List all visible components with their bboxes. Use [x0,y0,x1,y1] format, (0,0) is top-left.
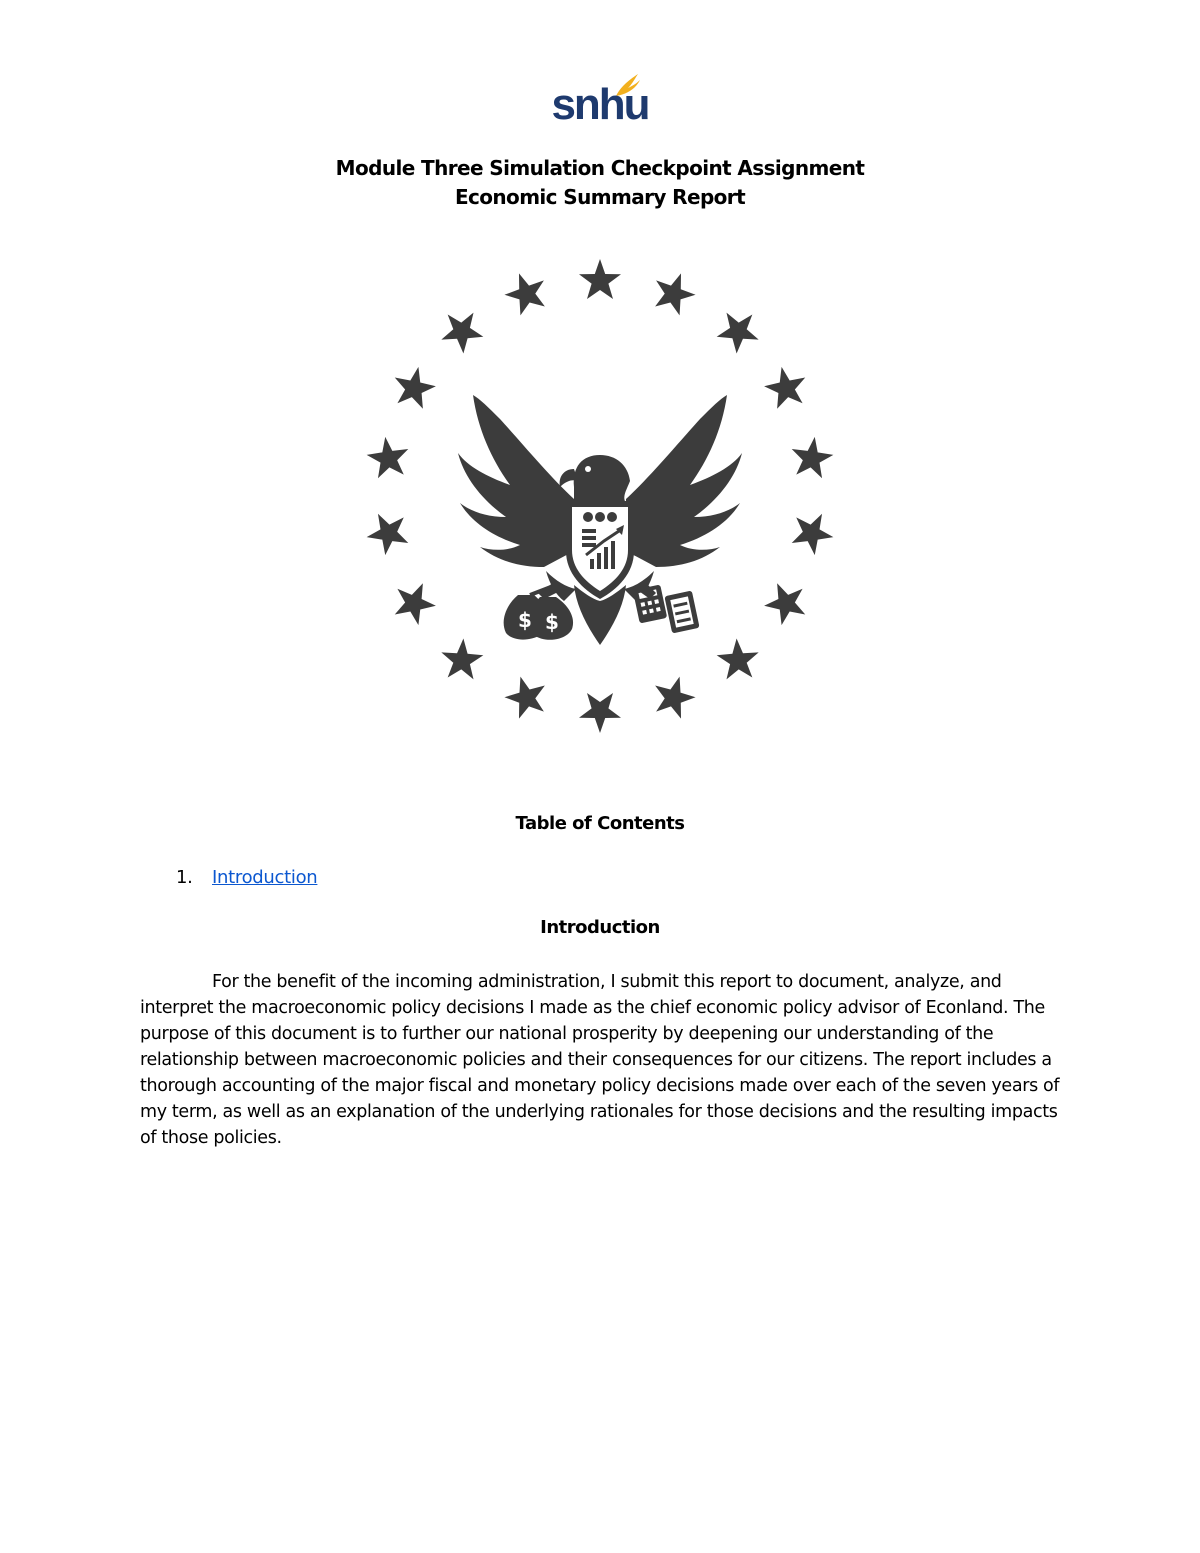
star-icon [711,633,769,691]
star-icon [432,301,490,359]
snhu-logo [540,68,660,138]
abacus-icon [664,591,699,634]
document-title: Module Three Simulation Checkpoint Assignment [335,156,865,180]
toc-item-introduction [176,867,317,888]
star-icon [579,259,621,299]
star-icon [432,633,490,691]
star-icon [760,576,816,632]
toc-item-number: 1. [176,867,193,888]
star-icon [363,509,410,557]
star-icon [648,674,701,726]
star-icon [790,509,837,557]
right-wing-icon [626,395,742,567]
star-icon [790,434,837,482]
introduction-paragraph: For the benefit of the incoming administration, I submit this report to document, analyze, and interpret the macroeconomic policy decisions I made as the chief economic policy advisor of Econland. The purpose of this document is to further our national prosperity by deepening our understanding of the relationship between macroeconomic policies and their consequences for our citizens. The report includes a thorough accounting of the major fiscal and monetary policy decisions made over each of the seven years of my term, as well as an explanation of the underlying rationales for those decisions and the resulting impacts of those policies. [140,972,1060,1148]
star-icon [760,359,816,415]
star-icon [711,301,769,359]
svg-text:$: $ [518,608,532,632]
left-wing-icon [458,395,574,567]
star-icon [579,693,621,733]
svg-text:$: $ [545,610,559,634]
star-icon [648,266,701,318]
star-icon [499,266,552,318]
toc-heading: Table of Contents [515,813,685,834]
star-icon [384,359,440,415]
document-subtitle: Economic Summary Report [454,185,746,209]
introduction-heading: Introduction [540,917,660,938]
shield-icon [566,501,634,599]
star-icon [384,576,440,632]
star-icon [363,434,410,482]
logo-text: snhu [551,80,649,129]
eagle-seal-icon [360,255,840,737]
star-icon [499,674,552,726]
toc-link-introduction[interactable]: Introduction [212,867,318,888]
